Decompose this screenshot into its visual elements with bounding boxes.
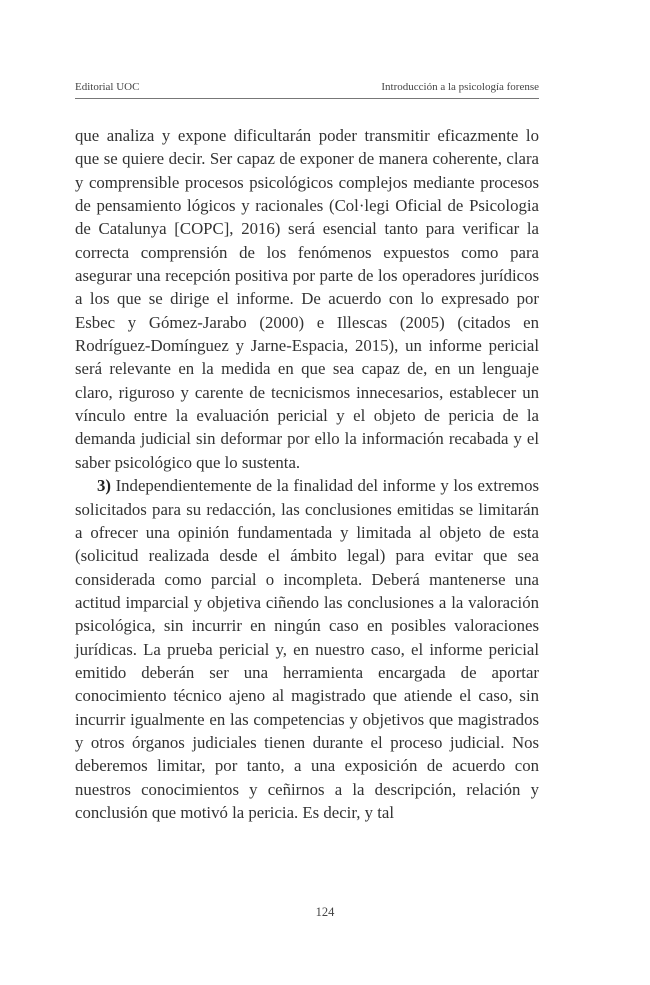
item-number: 3) bbox=[97, 476, 111, 496]
running-header bbox=[75, 81, 539, 95]
paragraph-item-3 bbox=[75, 474, 539, 824]
publisher-name: Editorial UOC bbox=[75, 81, 140, 93]
page-body bbox=[75, 124, 539, 824]
paragraph-continuation: que analiza y expone dificultarán poder transmitir eficazmente lo que se quiere decir. Ser capaz de exponer de manera coherente, clara y comprensible procesos psicológicos complejos mediante procesos de pensamiento lógicos y racionales (Col·legi Oficial de Psicologia de Catalunya [COPC], 2016) será esencial tanto para verificar la correcta comprensión de los fenómenos expuestos como para asegurar una recepción positiva por parte de los operadores jurídicos a los que se dirige el informe. De acuerdo con lo expresado por Esbec y Gómez-Jarabo (2000) e Illescas (2005) (citados en Rodríguez-Domínguez y Jarne-Espacia, 2015), un informe pericial será relevante en la medida en que sea capaz de, en un lenguaje claro, riguroso y carente de tecnicismos innecesarios, establecer un vínculo entre la evaluación pericial y el objeto de pericia de la demanda judicial sin deformar por ello la información recabada y el saber psicológico que lo sustenta. bbox=[75, 126, 539, 472]
page-number: 124 bbox=[315, 905, 335, 919]
book-title: Introducción a la psicología forense bbox=[381, 81, 539, 93]
paragraph-item-3-text: Independientemente de la finalidad del informe y los extremos solicitados para su redacción, las conclusiones emitidas se limitarán a ofrecer una opinión fundamentada y limitada al objeto de esta (solicitud realizada desde el ámbito legal) para evitar que sea considerada como parcial o incompleta. Deberá mantenerse una actitud imparcial y objetiva ciñendo las conclusiones a la valoración psicológica, sin incurrir en ningún caso en posibles valoraciones jurídicas. La prueba pericial y, en nuestro caso, el informe pericial emitido deberán ser una herramienta encargada de aportar conocimiento técnico ajeno al magistrado que atiende el caso, sin incurrir igualmente en las competencias y objetivos que magistrados y otros órganos judiciales tienen durante el proceso judicial. Nos deberemos limitar, por tanto, a una exposición de acuerdo con nuestros conocimientos y ceñirnos a la descripción, relación y conclusión que motivó la pericia. Es decir, y tal bbox=[75, 476, 539, 822]
header-divider bbox=[75, 98, 539, 99]
